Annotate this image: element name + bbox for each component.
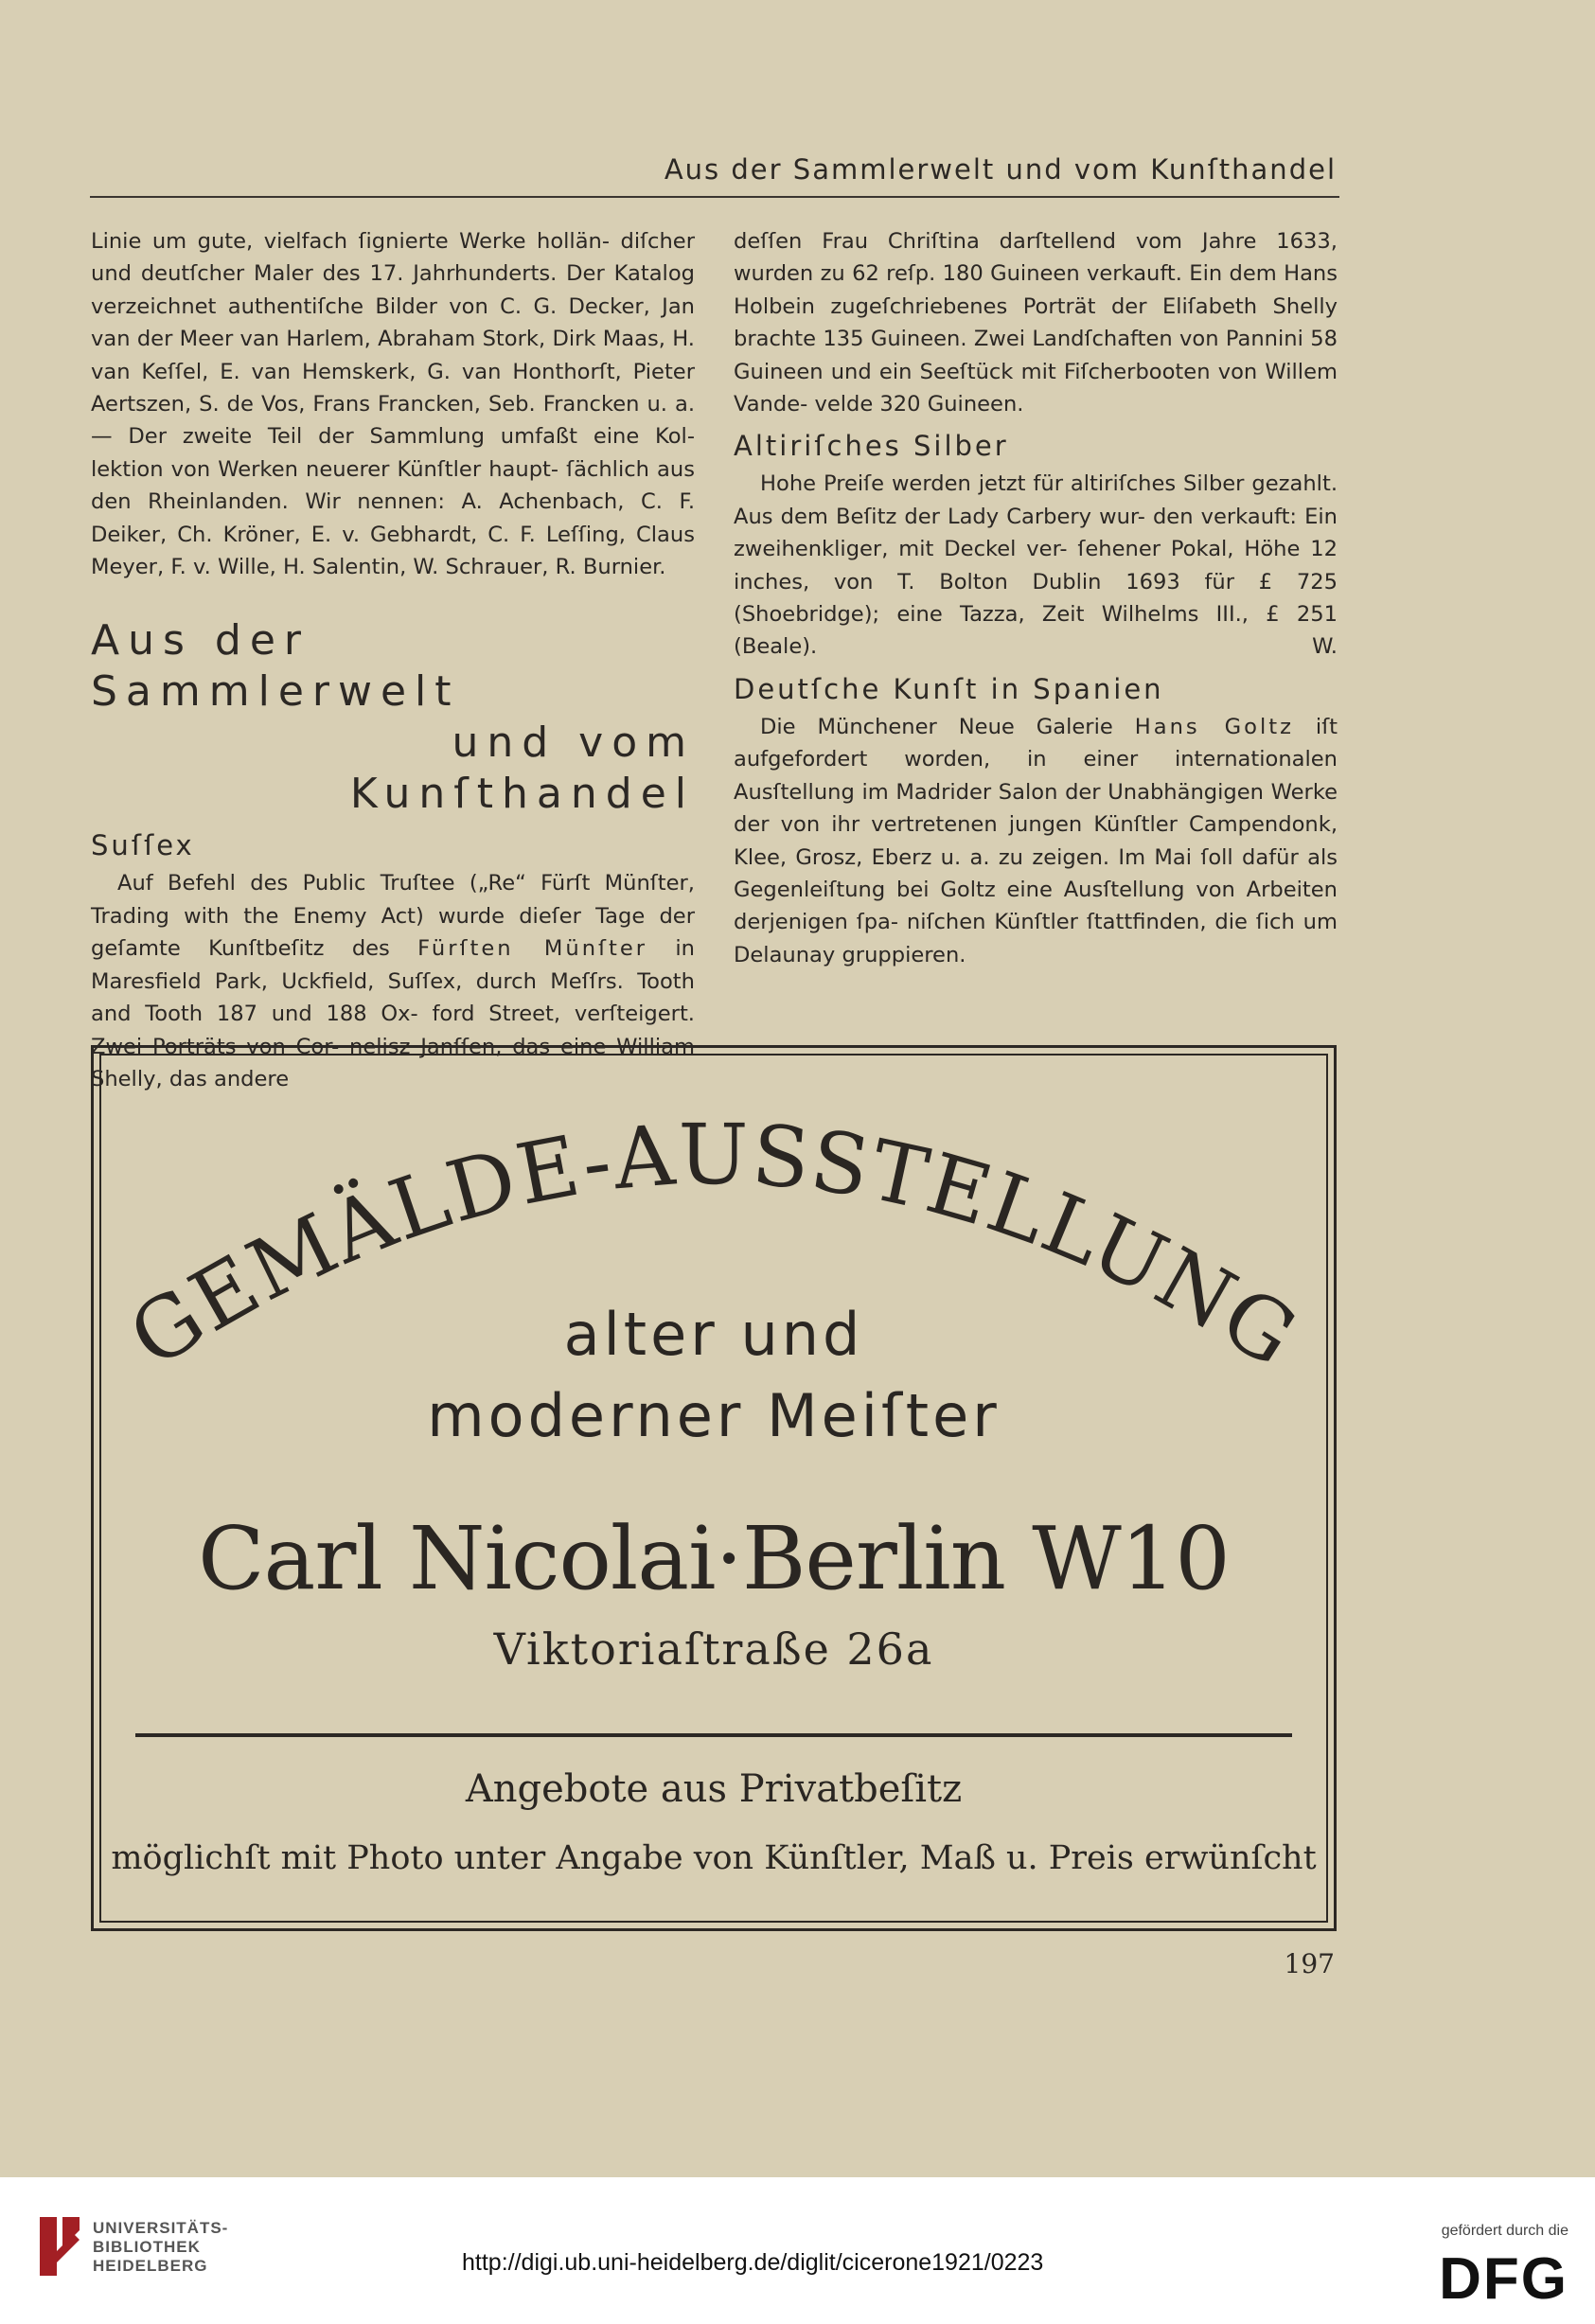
subhead-sussex: Suſſex [91,829,195,862]
sussex-text-b: in Maresfield Park, Uckfield, Suſſex, durch Meſſrs. Tooth and Tooth 187 und 188 Ox- ford Street, verſteigert. Zwei Porträts von Cor- nelisz Janſſen, das eine William Shelly, das andere [91,936,695,1091]
subhead-spanien: Deutſche Kunſt in Spanien [734,672,1164,705]
spanien-text-a: Die Münchener Neue Galerie [760,714,1135,739]
arc-title: GEMÄLDE-AUSSTELLUNG [113,1105,1315,1377]
digitization-footer [0,2177,1595,2324]
sussex-spaced-name: Fürſten Münſter [417,936,648,962]
section-title [91,615,695,820]
library-name-line3: HEIDELBERG [93,2257,208,2275]
ad-line-request: möglichſt mit Photo unter Angabe von Künſtler, Maß u. Preis erwünſcht [111,1839,1317,1877]
spanien-spaced-name: Hans Goltz [1134,714,1294,739]
header-rule [90,196,1339,198]
ad-line-meister: moderner Meiſter [427,1381,1001,1450]
subhead-silber: Altiriſches Silber [734,430,1009,463]
silber-text: Hohe Preiſe werden jetzt für altiriſches Silber gezahlt. Aus dem Beſitz der Lady Carbery wur- den verkauft: Ein zweihenkliger, mit Deckel ver- ſehener Pokal, Höhe 12 inches, von T. Bolton Dublin 1693 für £ 725 (Shoebridge); eine Tazza, Zeit Wilhelms III., £ 251 (Beale). [734,471,1338,660]
ad-line-alter-und: alter und [563,1300,864,1369]
university-library-logo-icon [36,2213,83,2280]
dfg-logo: DFG [1439,2246,1568,2312]
funding-caption: gefördert durch die [1441,2223,1568,2239]
left-column [91,225,695,1095]
paragraph-silber [734,468,1338,663]
permalink-url[interactable]: http://digi.ub.uni-heidelberg.de/diglit/cicerone1921/0223 [462,2249,1044,2276]
sussex-text-a: Auf Befehl des Public Truſtee („Re“ Fürſt Münſter, Trading with the Enemy Act) wurde dieſer Tage der geſamte Kunſtbeſitz des [91,871,695,962]
paragraph-spanien [734,711,1338,971]
page-number: 197 [1284,1948,1335,1979]
ad-line-company: Carl Nicolai·Berlin W10 [198,1508,1230,1609]
advertisement-box [91,1045,1337,1931]
running-head: Aus der Sammlerwelt und vom Kunſthandel [664,153,1337,186]
section-title-line1: Aus der Sammlerwelt [91,616,460,717]
spanien-text-b: iſt aufgefordert worden, in einer internationalen Ausſtellung im Madrider Salon der Unabhängigen Werke der von ihr vertretenen jungen Künſtler Campendonk, Klee, Grosz, Eberz u. a. zu zeigen. Im Mai ſoll dafür als Gegenleiſtung bei Goltz eine Ausſtellung von Arbeiten derjenigen ſpa- niſchen Künſtler ſtattfinden, die ſich um Delaunay gruppieren. [734,714,1338,967]
ad-line-address: Viktoriaſtraße 26a [493,1623,934,1675]
ad-line-offers: Angebote aus Privatbeſitz [465,1767,963,1811]
paragraph-auction: deſſen Frau Chriſtina darſtellend vom Jahre 1633, wurden zu 62 reſp. 180 Guineen verkauft. Ein dem Hans Holbein zugeſchriebenes Porträt der Eliſabeth Shelly brachte 135 Guineen. Zwei Landſchaften von Pannini 58 Guineen und ein Seeſtück mit Fiſcherbooten von Willem Vande- velde 320 Guineen. [734,229,1338,417]
signature: W. [1312,634,1338,660]
library-name-line1: UNIVERSITÄTS- [93,2219,229,2237]
ad-divider [135,1733,1292,1737]
library-name-line2: BIBLIOTHEK [93,2238,201,2256]
advertisement-inner-frame [99,1054,1328,1923]
section-title-line2: und vom Kunſthandel [349,718,695,819]
paragraph-catalog: Linie um gute, vielfach ſignierte Werke hollän- diſcher und deutſcher Maler des 17. Jahrhunderts. Der Katalog verzeichnet authentiſche Bilder von C. G. Decker, Jan van der Meer van Harlem, Abraham Stork, Dirk Maas, H. van Keſſel, E. van Hemskerk, G. van Honthorſt, Pieter Aertszen, S. de Vos, Frans Francken, Seb. Francken u. a. — Der zweite Teil der Sammlung umfaßt eine Kol- lektion von Werken neuerer Künſtler haupt- ſächlich aus den Rheinlanden. Wir nennen: A. Achenbach, C. F. Deiker, Ch. Kröner, E. v. Gebhardt, C. F. Leſſing, Claus Meyer, F. v. Wille, H. Salentin, W. Schrauer, R. Burnier. [91,229,695,580]
right-column [734,225,1338,971]
